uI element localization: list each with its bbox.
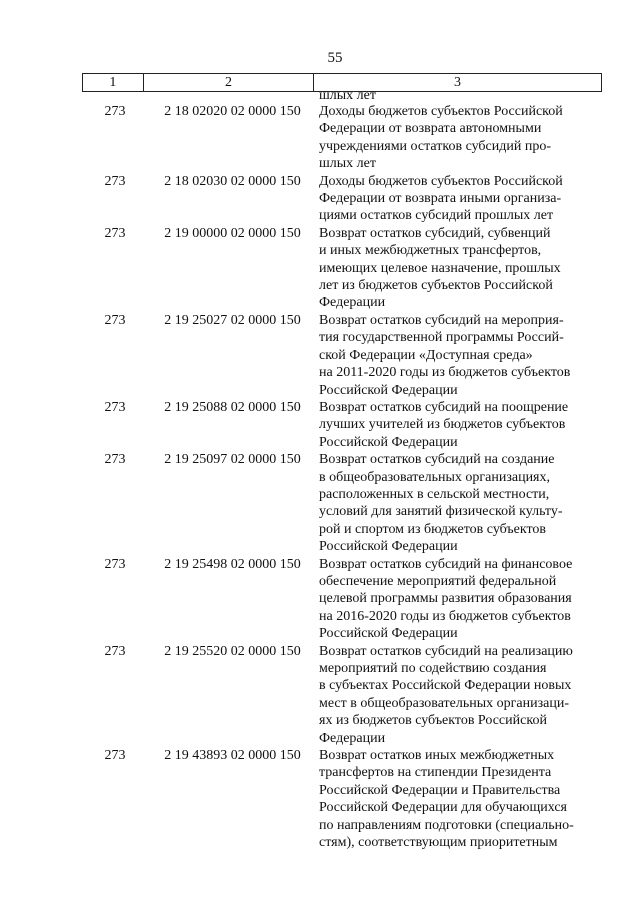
income-code: 2 19 25027 02 0000 150 — [164, 312, 301, 328]
admin-code: 273 — [104, 312, 126, 328]
income-name: Возврат остатков субсидий на реализацию мероприятий по содействию создания в субъектах Российской Федерации новых мест в общеобразовательных организаци- ях из бюджетов субъектов Российской Федерации — [319, 643, 573, 746]
income-name: Возврат остатков субсидий на создание в общеобразовательных организациях, расположенных в сельской местности, условий для занятий физической культу- рой и спортом из бюджетов субъектов Российской Федерации — [319, 452, 563, 555]
table-row — [82, 556, 602, 643]
budget-classification-table — [82, 73, 602, 851]
table-row — [82, 103, 602, 173]
income-name: Доходы бюджетов субъектов Российской Федерации от возврата иными организа- циями остатков субсидий прошлых лет — [319, 173, 563, 224]
income-code: 2 19 25097 02 0000 150 — [164, 452, 301, 468]
income-code: 2 19 43893 02 0000 150 — [164, 748, 301, 764]
income-name: Доходы бюджетов субъектов Российской Федерации от возврата автономными учреждениями остатков субсидий про- шлых лет — [319, 104, 563, 172]
income-name: Возврат остатков субсидий на поощрение лучших учителей из бюджетов субъектов Российской Федерации — [319, 399, 569, 450]
admin-code: 273 — [104, 399, 126, 415]
income-name: Возврат остатков субсидий, субвенций и иных межбюджетных трансфертов, имеющих целевое назначение, прошлых лет из бюджетов субъектов Российской Федерации — [319, 225, 561, 311]
table-row — [82, 312, 602, 399]
table-row — [82, 225, 602, 312]
page-number: 55 — [327, 50, 343, 66]
income-code: 2 19 25520 02 0000 150 — [164, 643, 301, 659]
table-row — [82, 399, 602, 451]
income-code: 2 19 25498 02 0000 150 — [164, 556, 301, 572]
income-code: 2 19 25088 02 0000 150 — [164, 399, 301, 415]
column-header-1: 1 — [109, 75, 117, 90]
income-name: Возврат остатков субсидий на мероприя- тия государственной программы Россий- ской Федерации «Доступная среда» на 2011-2020 годы из бюджетов субъектов Российской Федерации — [319, 312, 571, 398]
income-name: Возврат остатков субсидий на финансовое обеспечение мероприятий федеральной целевой программы развития образования на 2016-2020 годы из бюджетов субъектов Российской Федерации — [319, 556, 573, 642]
admin-code: 273 — [104, 225, 126, 241]
admin-code: 273 — [104, 748, 126, 764]
table-row — [82, 173, 602, 225]
income-name: Возврат остатков иных межбюджетных трансфертов на стипендии Президента Российской Федерации и Правительства Российской Федерации для обучающихся по направлениям подготовки (специально- стям), соответствующим приоритетным — [319, 748, 574, 851]
admin-code: 273 — [104, 452, 126, 468]
column-header-3: 3 — [313, 74, 601, 91]
income-code: 2 18 02020 02 0000 150 — [164, 104, 301, 119]
income-code: 2 18 02030 02 0000 150 — [164, 173, 301, 189]
column-header-2: 2 — [143, 74, 313, 91]
income-code: 2 19 00000 02 0000 150 — [164, 225, 301, 241]
table-row — [82, 451, 602, 555]
admin-code: 273 — [104, 104, 126, 119]
admin-code: 273 — [104, 643, 126, 659]
admin-code: 273 — [104, 556, 126, 572]
admin-code: 273 — [104, 173, 126, 189]
continued-text-from-previous-page: шлых лет — [319, 88, 376, 103]
table-row — [82, 747, 602, 851]
table-row — [82, 643, 602, 747]
